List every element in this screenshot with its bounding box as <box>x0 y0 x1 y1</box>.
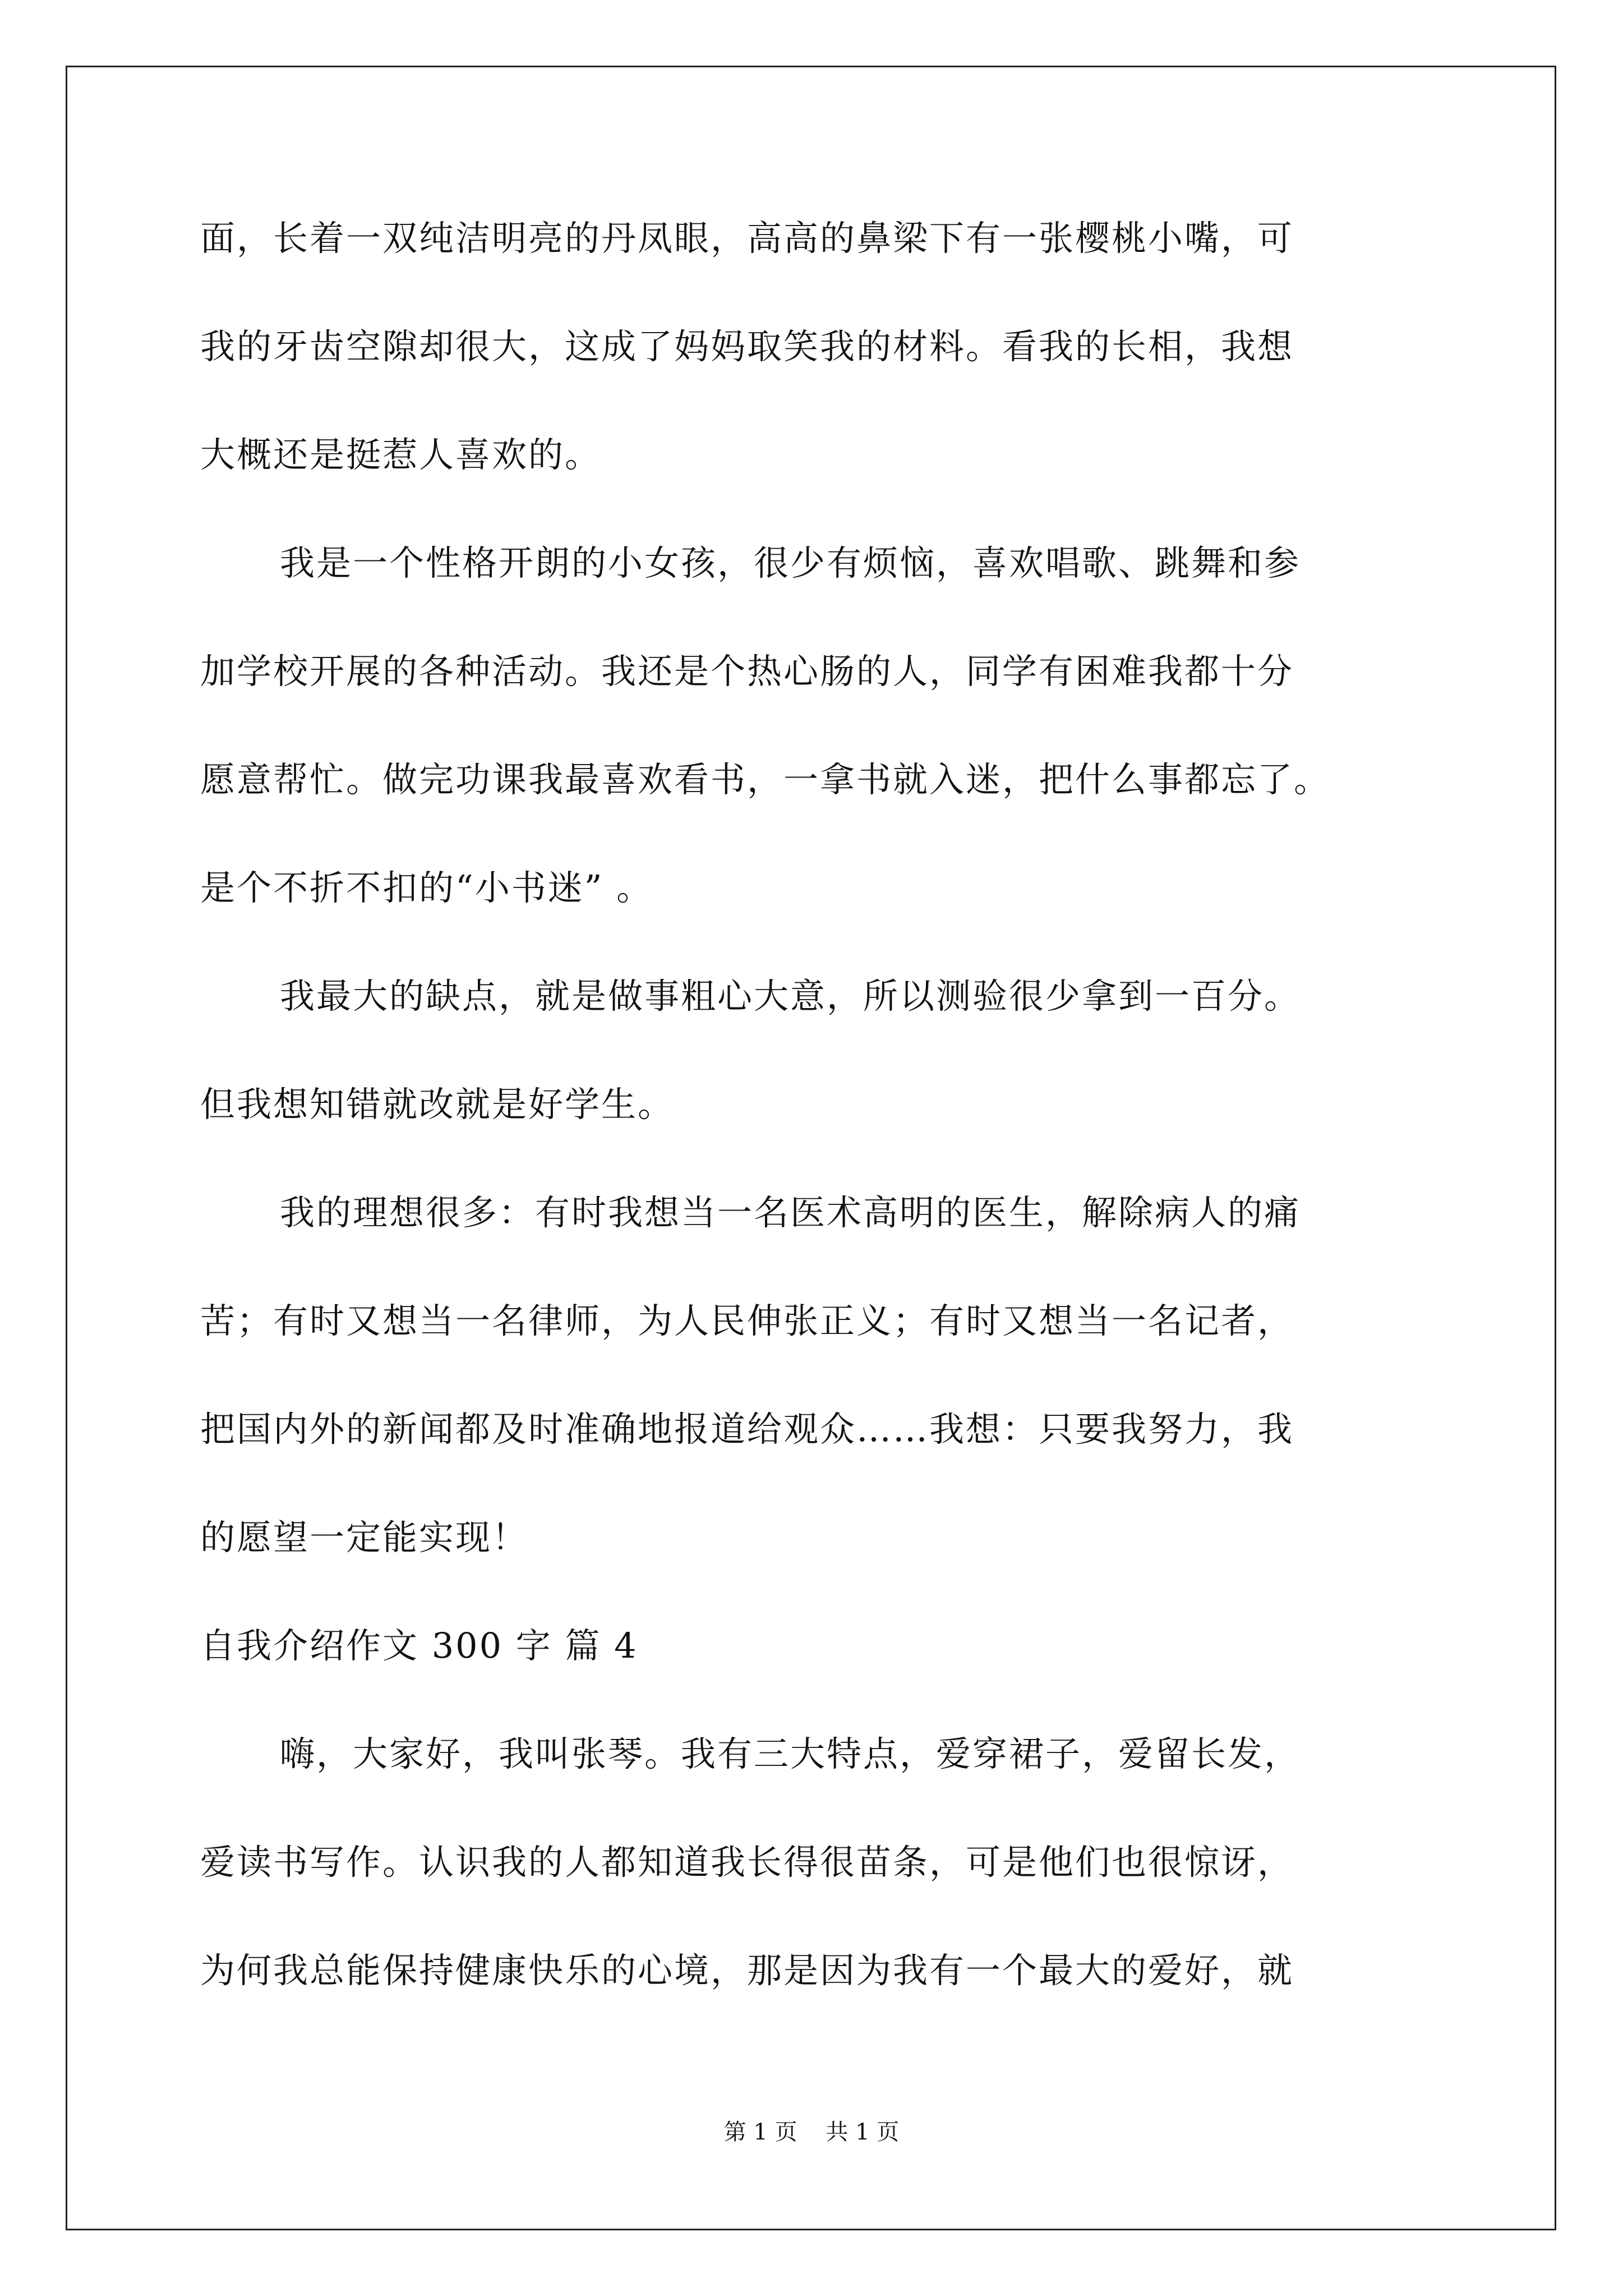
paragraph-line: 我最大的缺点，就是做事粗心大意，所以测验很少拿到一百分。 <box>280 976 1301 1016</box>
paragraph-line: 面，长着一双纯洁明亮的丹凤眼，高高的鼻梁下有一张樱桃小嘴，可 <box>200 218 1294 259</box>
paragraph-line: 把国内外的新闻都及时准确地报道给观众……我想：只要我努力，我 <box>200 1409 1294 1450</box>
page-border <box>66 66 1556 2230</box>
paragraph-line: 我的理想很多：有时我想当一名医术高明的医生，解除病人的痛 <box>280 1192 1301 1233</box>
paragraph-line: 爱读书写作。认识我的人都知道我长得很苗条，可是他们也很惊讶， <box>200 1842 1294 1883</box>
paragraph-line: 大概还是挺惹人喜欢的。 <box>200 434 602 475</box>
section-heading: 自我介绍作文 300 字 篇 4 <box>200 1625 638 1666</box>
paragraph-line: 愿意帮忙。做完功课我最喜欢看书，一拿书就入迷，把什么事都忘了。 <box>200 759 1331 800</box>
paragraph-line: 是个不折不扣的“小书迷” 。 <box>200 867 653 908</box>
paragraph-line: 为何我总能保持健康快乐的心境，那是因为我有一个最大的爱好，就 <box>200 1950 1294 1991</box>
paragraph-line: 但我想知错就改就是好学生。 <box>200 1084 675 1125</box>
paragraph-line: 苦；有时又想当一名律师，为人民伸张正义；有时又想当一名记者， <box>200 1300 1294 1341</box>
paragraph-line: 嗨，大家好，我叫张琴。我有三大特点，爱穿裙子，爱留长发， <box>280 1733 1301 1774</box>
page-footer: 第 1 页 共 1 页 <box>723 2119 900 2145</box>
paragraph-line: 的愿望一定能实现！ <box>200 1517 529 1558</box>
paragraph-line: 加学校开展的各种活动。我还是个热心肠的人，同学有困难我都十分 <box>200 651 1294 692</box>
paragraph-line: 我是一个性格开朗的小女孩，很少有烦恼，喜欢唱歌、跳舞和参 <box>280 542 1301 583</box>
paragraph-line: 我的牙齿空隙却很大，这成了妈妈取笑我的材料。看我的长相，我想 <box>200 326 1294 367</box>
